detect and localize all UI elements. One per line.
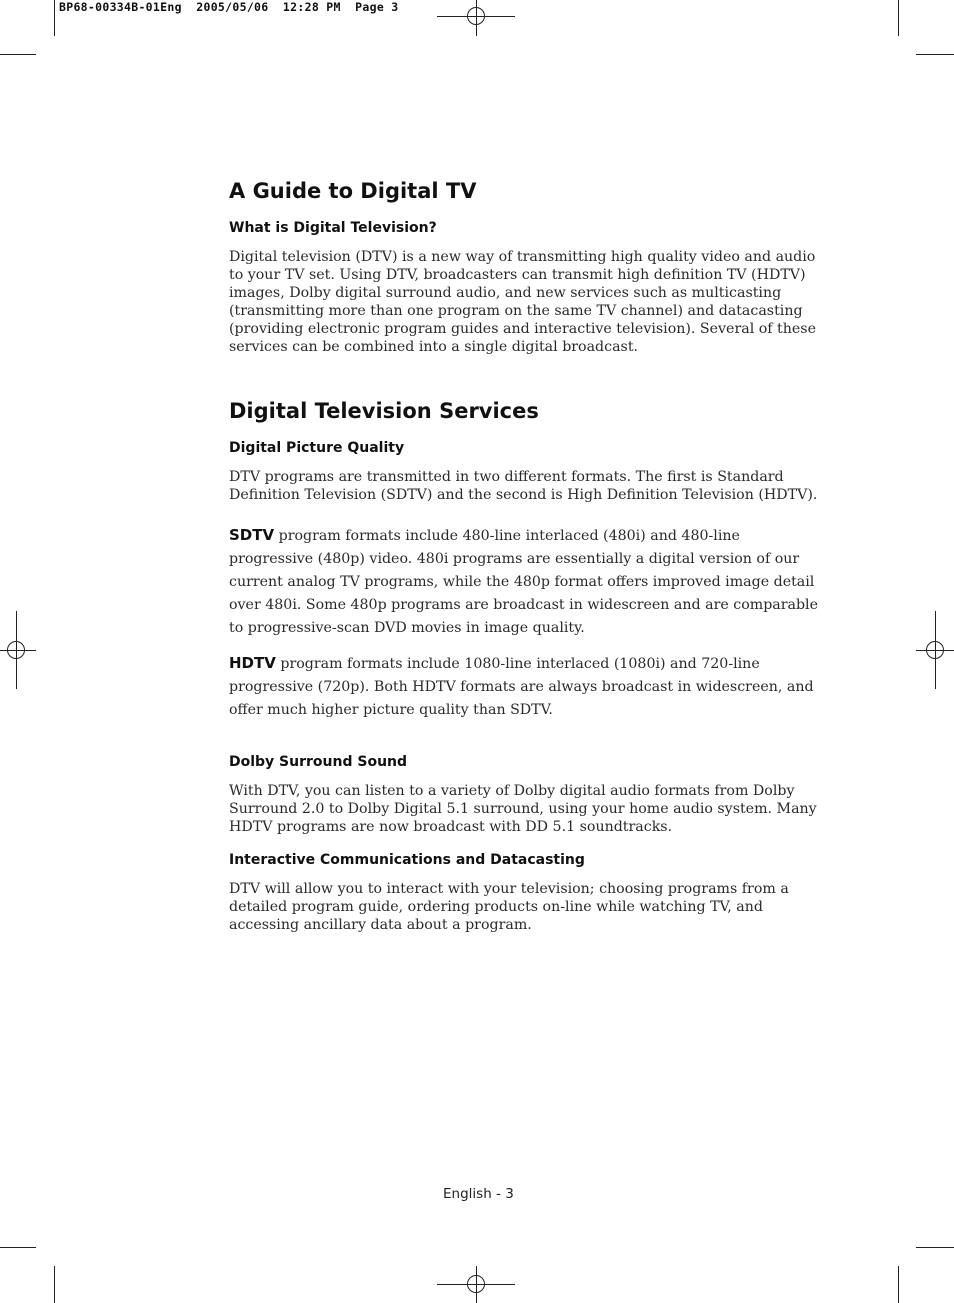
crop-mark-top-right-horizontal — [916, 54, 954, 55]
guide-title: A Guide to Digital TV — [229, 179, 477, 203]
registration-mark-right-circle — [926, 641, 944, 659]
registration-mark-left-circle — [7, 641, 25, 659]
dolby-paragraph: With DTV, you can listen to a variety of Dolby digital audio formats from Dolby Surround 2.0 to Dolby Digital 5.1 surround, using your home audio system. Many HDTV programs are now broadcast with DD 5.1 soundtracks. — [229, 783, 817, 835]
sdtv-paragraph — [229, 524, 819, 640]
picture-quality-paragraph: DTV programs are transmitted in two different formats. The first is Standard Definition Television (SDTV) and the second is High Definition Television (HDTV). — [229, 469, 818, 503]
picture-quality-heading: Digital Picture Quality — [229, 440, 405, 456]
interactive-paragraph: DTV will allow you to interact with your television; choosing programs from a detailed program guide, ordering products on-line while watching TV, and accessing ancillary data about a program. — [229, 881, 789, 933]
services-title: Digital Television Services — [229, 399, 539, 423]
sdtv-body: program formats include 480-line interlaced (480i) and 480-line progressive (480p) video. 480i programs are essentially a digital version of our current analog TV programs, while the 480p format offers improved image detail over 480i. Some 480p programs are broadcast in widescreen and are comparable to progressive-scan DVD movies in image quality. — [229, 528, 818, 636]
crop-mark-top-left-horizontal — [0, 54, 36, 55]
sdtv-lead: SDTV — [229, 526, 275, 544]
crop-mark-top-right-vertical — [898, 0, 899, 36]
dolby-heading: Dolby Surround Sound — [229, 754, 408, 770]
page-content — [229, 176, 819, 934]
crop-mark-bottom-right-vertical — [898, 1266, 899, 1303]
printer-slug: BP68-00334B-01Eng 2005/05/06 12:28 PM Page 3 — [59, 0, 399, 14]
page-number: English - 3 — [443, 1186, 514, 1202]
registration-mark-top-circle — [467, 7, 485, 25]
hdtv-paragraph — [229, 652, 819, 722]
what-is-dtv-heading: What is Digital Television? — [229, 220, 437, 236]
crop-mark-bottom-left-vertical — [54, 1266, 55, 1303]
crop-mark-top-left-vertical — [54, 0, 55, 36]
interactive-heading: Interactive Communications and Datacasting — [229, 852, 585, 868]
hdtv-body: program formats include 1080-line interlaced (1080i) and 720-line progressive (720p). Both HDTV formats are always broadcast in widescreen, and offer much higher picture quality than SDTV. — [229, 656, 814, 718]
crop-mark-bottom-left-horizontal — [0, 1247, 36, 1248]
hdtv-lead: HDTV — [229, 654, 276, 672]
registration-mark-bottom-circle — [467, 1275, 485, 1293]
crop-mark-bottom-right-horizontal — [916, 1247, 954, 1248]
what-is-dtv-paragraph: Digital television (DTV) is a new way of transmitting high quality video and audio to your TV set. Using DTV, broadcasters can transmit high definition TV (HDTV) images, Dolby digital surround audio, and new services such as multicasting (transmitting more than one program on the same TV channel) and datacasting (providing electronic program guides and interactive television). Several of these services can be combined into a single digital broadcast. — [229, 249, 816, 355]
